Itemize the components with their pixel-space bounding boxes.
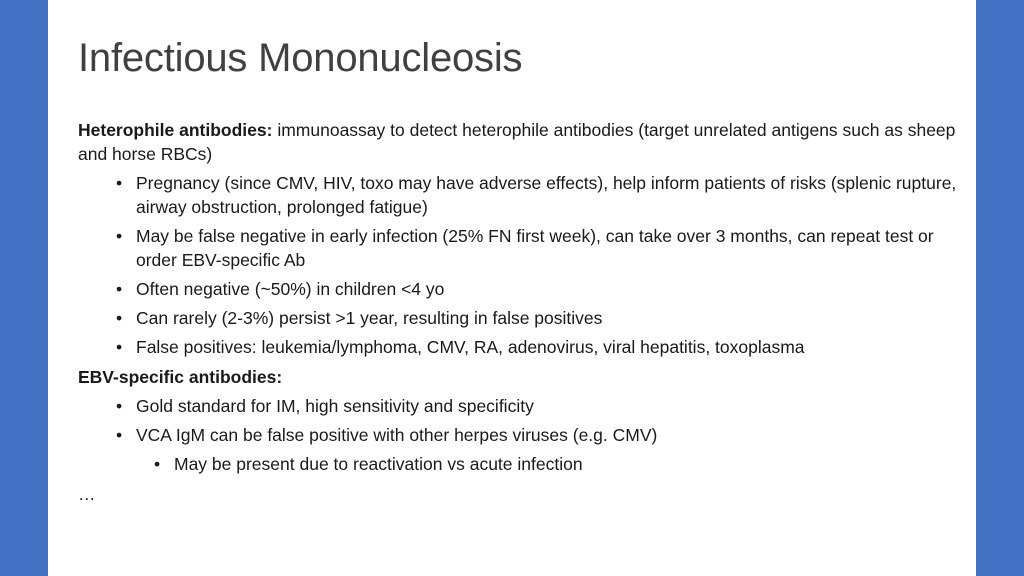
bullet-item: • Can rarely (2-3%) persist >1 year, resulting in false positives [78, 306, 958, 330]
slide-body [78, 118, 958, 506]
heterophile-paragraph [78, 118, 958, 166]
heterophile-bullet-list [78, 171, 958, 359]
bullet-item-with-sublist [78, 423, 958, 476]
heterophile-heading: Heterophile antibodies: [78, 120, 273, 140]
sub-bullet-item: • May be present due to reactivation vs acute infection [136, 452, 958, 476]
bullet-item: • Pregnancy (since CMV, HIV, toxo may have adverse effects), help inform patients of risks (splenic rupture, airway obstruction, prolonged fatigue) [78, 171, 958, 219]
heterophile-text: immunoassay to detect heterophile antibodies (target unrelated antigens such as sheep and horse RBCs) [78, 120, 956, 164]
ellipsis: … [78, 484, 96, 504]
slide [48, 0, 976, 576]
bullet-item: • False positives: leukemia/lymphoma, CMV, RA, adenovirus, viral hepatitis, toxoplasma [78, 335, 958, 359]
bullet-item: • Often negative (~50%) in children <4 yo [78, 277, 958, 301]
ebv-paragraph [78, 365, 958, 389]
sub-bullet-list [136, 452, 958, 476]
bullet-item: • May be false negative in early infection (25% FN first week), can take over 3 months, can repeat test or order EBV-specific Ab [78, 224, 958, 272]
ebv-heading: EBV-specific antibodies: [78, 367, 283, 387]
ebv-bullet-list [78, 394, 958, 476]
slide-title: Infectious Mononucleosis [78, 36, 523, 80]
bullet-item: • Gold standard for IM, high sensitivity and specificity [78, 394, 958, 418]
bullet-text: VCA IgM can be false positive with other herpes viruses (e.g. CMV) [136, 425, 658, 445]
